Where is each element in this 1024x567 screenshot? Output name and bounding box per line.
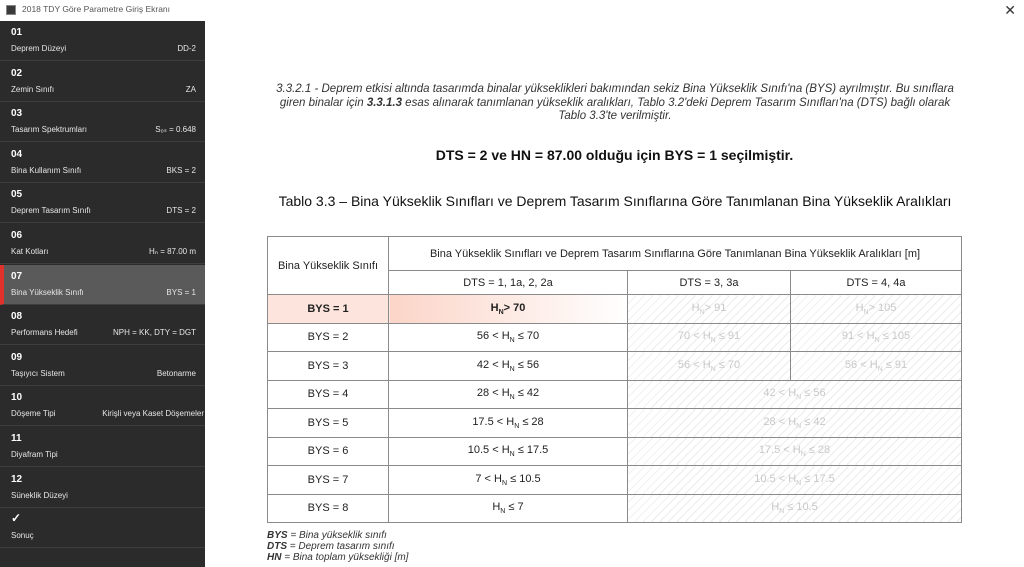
range-cell-dts-1 <box>389 409 628 438</box>
bys-cell: BYS = 4 <box>268 380 389 409</box>
range-prefix: 28 < <box>476 387 502 400</box>
bys-cell: BYS = 1 <box>268 295 389 324</box>
checkmark-icon: ✓ <box>11 511 22 526</box>
legend-definition: = Bina toplam yüksekliği [m] <box>281 552 409 563</box>
range-suffix: ≤ 42 <box>801 415 826 428</box>
range-prefix: 70 < <box>677 330 703 343</box>
hn-symbol: $H_N$ <box>494 472 508 487</box>
range-prefix: 56 < <box>476 330 502 343</box>
close-button[interactable]: ✕ <box>1004 2 1016 18</box>
sidebar-item-13[interactable] <box>0 508 205 548</box>
sidebar-item-02[interactable] <box>0 62 205 102</box>
range-cell-dts-3-4 <box>628 409 962 438</box>
legend-entry <box>267 530 408 541</box>
sidebar-item-number: 01 <box>11 27 23 38</box>
dts-header-2: DTS = 3, 3a <box>628 271 791 295</box>
range-prefix: 91 < <box>841 330 867 343</box>
sidebar-item-value: DTS = 2 <box>166 206 196 216</box>
result-statement: DTS = 2 ve HN = 87.00 olduğu için BYS = 1 seçilmiştir. <box>435 147 794 163</box>
sidebar-item-label: Bina Yükseklik Sınıfı <box>11 287 84 297</box>
range-suffix: ≤ 70 <box>715 358 741 371</box>
bys-cell: BYS = 5 <box>268 409 389 438</box>
dts-header-3: DTS = 4, 4a <box>791 271 962 295</box>
hn-symbol: $H_N$ <box>788 387 802 402</box>
legend-definition: = Bina yükseklik sınıfı <box>287 530 387 541</box>
sidebar-item-label: Süneklik Düzeyi <box>11 490 68 500</box>
range-cell-dts-3-4 <box>628 494 962 523</box>
range-cell-dts-4 <box>791 323 962 352</box>
sidebar-item-value: ZA <box>185 84 196 94</box>
sidebar-item-01[interactable] <box>0 21 205 61</box>
range-cell-dts-1 <box>389 323 628 352</box>
hn-symbol: $H_N$ <box>492 501 506 516</box>
sidebar-item-label: Taşıyıcı Sistem <box>11 368 65 378</box>
main-content <box>205 21 1024 567</box>
hn-symbol: $H_N$ <box>702 358 716 373</box>
sidebar-item-label: Kat Kotları <box>11 247 49 256</box>
hn-symbol: $H_N$ <box>788 472 802 487</box>
sidebar-item-number: 07 <box>11 270 23 282</box>
hn-symbol: $H_N$ <box>855 301 869 316</box>
range-suffix: ≤ 91 <box>882 358 908 371</box>
bys-table <box>267 236 962 523</box>
hn-symbol: $H_N$ <box>490 301 504 316</box>
range-prefix: 28 < <box>763 415 789 428</box>
hn-symbol: $H_N$ <box>501 444 515 459</box>
range-suffix: ≤ 17.5 <box>801 472 835 485</box>
hn-symbol: $H_N$ <box>501 387 515 402</box>
sidebar-item-label: Deprem Düzeyi <box>11 44 67 53</box>
sidebar-item-08[interactable] <box>0 305 205 345</box>
sidebar-item-value: Kirişli veya Kaset Döşemeler <box>102 409 204 419</box>
sidebar-item-number: 02 <box>11 67 23 79</box>
range-cell-dts-3 <box>628 323 791 352</box>
range-prefix: 17.5 < <box>758 444 793 457</box>
range-suffix: ≤ 105 <box>879 330 911 343</box>
sidebar-item-label: Bina Kullanım Sınıfı <box>11 165 82 175</box>
sidebar-item-number: 11 <box>11 433 22 444</box>
hn-symbol: $H_N$ <box>792 444 806 459</box>
range-cell-dts-3-4 <box>628 380 962 409</box>
range-suffix: ≤ 56 <box>514 358 540 371</box>
bys-cell: BYS = 8 <box>268 494 389 523</box>
legend <box>267 530 408 563</box>
range-prefix: 42 < <box>763 387 789 400</box>
range-cell-dts-3-4 <box>628 437 962 466</box>
sidebar-item-value: NPH = KK, DTY = DGT <box>113 328 196 338</box>
range-prefix: 17.5 < <box>472 415 507 428</box>
range-suffix: > 70 <box>503 301 526 314</box>
table-row <box>268 409 962 438</box>
hn-symbol: $H_N$ <box>691 301 705 316</box>
sidebar <box>0 21 205 567</box>
sidebar-item-number: 12 <box>11 473 23 485</box>
table-row <box>268 494 962 523</box>
range-suffix: ≤ 70 <box>514 330 540 343</box>
range-suffix: ≤ 42 <box>514 387 540 400</box>
sidebar-item-number: 06 <box>11 230 23 241</box>
sidebar-item-number: 05 <box>11 189 23 201</box>
table-row <box>268 466 962 495</box>
range-suffix: ≤ 91 <box>715 330 741 343</box>
sidebar-item-number: 03 <box>11 108 23 120</box>
hn-symbol: $H_N$ <box>506 415 520 430</box>
sidebar-item-label: Performans Hedefi <box>11 328 78 338</box>
sidebar-item-03[interactable] <box>0 102 205 142</box>
intro-reference: 3.3.1.3 <box>366 96 402 109</box>
legend-term: DTS <box>267 541 287 552</box>
sidebar-item-11[interactable] <box>0 427 205 467</box>
range-suffix: ≤ 10.5 <box>507 472 541 485</box>
sidebar-item-label: Tasarım Spektrumları <box>11 125 88 135</box>
table-row <box>268 295 962 324</box>
sidebar-item-value: BYS = 1 <box>166 287 196 297</box>
hn-symbol: $H_N$ <box>702 330 716 345</box>
range-cell-dts-1 <box>389 466 628 495</box>
sidebar-item-10[interactable] <box>0 386 205 426</box>
range-cell-dts-1 <box>389 295 628 324</box>
sidebar-item-label: Döşeme Tipi <box>11 409 56 419</box>
sidebar-item-value: Betonarme <box>156 368 196 378</box>
sidebar-item-04[interactable] <box>0 143 205 183</box>
table-group-header: Bina Yükseklik Sınıfları ve Deprem Tasarım Sınıflarına Göre Tanımlanan Bina Yükseklik Aralıkları [m] <box>389 237 962 271</box>
sidebar-item-09[interactable] <box>0 346 205 386</box>
range-prefix: 56 < <box>677 358 703 371</box>
sidebar-item-value: BKS = 2 <box>166 165 196 175</box>
range-prefix: 10.5 < <box>467 444 502 457</box>
sidebar-item-number: 10 <box>11 392 23 404</box>
range-cell-dts-4 <box>791 295 962 324</box>
hn-symbol: $H_N$ <box>788 415 802 430</box>
range-prefix: 10.5 < <box>754 472 789 485</box>
sidebar-item-07[interactable] <box>0 265 205 305</box>
app-icon <box>6 5 16 15</box>
legend-entry <box>267 552 408 563</box>
intro-text-a: 3.3.2.1 - Deprem etkisi altında tasarımda binalar yükseklikleri bakımından sekiz Bina Yükseklik Sınıfı'na (BYS) ayrılmıştır. Bu sınıflara giren binalar için <box>276 83 954 109</box>
range-cell-dts-1 <box>389 352 628 381</box>
sidebar-item-value: S₀ₛ = 0.648 <box>155 125 196 135</box>
range-suffix: ≤ 28 <box>805 444 831 457</box>
sidebar-item-number: 04 <box>11 148 23 160</box>
range-cell-dts-1 <box>389 380 628 409</box>
sidebar-item-label: Deprem Tasarım Sınıfı <box>11 206 91 216</box>
table-title: Tablo 3.3 – Bina Yükseklik Sınıfları ve Deprem Tasarım Sınıflarına Göre Tanımlanan Bina Yükseklik Aralıkları <box>278 193 952 209</box>
legend-definition: = Deprem tasarım sınıfı <box>287 541 395 552</box>
hn-symbol: $H_N$ <box>869 358 883 373</box>
sidebar-item-06[interactable] <box>0 224 205 264</box>
bys-cell: BYS = 2 <box>268 323 389 352</box>
hn-symbol: $H_N$ <box>771 501 785 516</box>
sidebar-item-number: 08 <box>11 311 23 323</box>
range-suffix: ≤ 10.5 <box>784 501 818 514</box>
range-cell-dts-1 <box>389 494 628 523</box>
range-prefix: 42 < <box>476 358 502 371</box>
range-suffix: > 91 <box>704 301 727 314</box>
range-cell-dts-3 <box>628 295 791 324</box>
legend-entry <box>267 541 408 552</box>
sidebar-item-value: DD-2 <box>177 44 196 53</box>
sidebar-item-value: Hₙ = 87.00 m <box>149 247 196 256</box>
range-suffix: ≤ 7 <box>505 501 524 514</box>
range-cell-dts-3-4 <box>628 466 962 495</box>
hn-symbol: $H_N$ <box>501 330 515 345</box>
window-title: 2018 TDY Göre Parametre Giriş Ekranı <box>22 4 171 14</box>
range-suffix: ≤ 56 <box>801 387 826 400</box>
sidebar-item-05[interactable] <box>0 183 205 223</box>
table-row <box>268 380 962 409</box>
sidebar-item-label: Zemin Sınıfı <box>11 84 55 94</box>
legend-term: BYS <box>267 530 288 541</box>
title-bar <box>0 0 1024 21</box>
bys-cell: BYS = 3 <box>268 352 389 381</box>
sidebar-item-label: Diyafram Tipi <box>11 450 58 459</box>
hn-symbol: $H_N$ <box>501 358 515 373</box>
bys-cell: BYS = 6 <box>268 437 389 466</box>
range-cell-dts-3 <box>628 352 791 381</box>
dts-header-1: DTS = 1, 1a, 2, 2a <box>389 271 628 295</box>
intro-paragraph <box>265 83 965 124</box>
sidebar-item-number: 09 <box>11 351 23 363</box>
range-prefix: 7 < <box>475 472 495 485</box>
range-suffix: ≤ 17.5 <box>514 444 549 457</box>
range-suffix: ≤ 28 <box>519 415 544 428</box>
sidebar-item-label: Sonuç <box>11 531 34 541</box>
sidebar-item-12[interactable] <box>0 468 205 508</box>
range-cell-dts-4 <box>791 352 962 381</box>
table-row <box>268 437 962 466</box>
table-row <box>268 323 962 352</box>
intro-text-b: esas alınarak tanımlanan yükseklik aralıkları, Tablo 3.2'deki Deprem Tasarım Sınıfları'na (DTS) bağlı olarak Tablo 3.3'te verilmiştir. <box>401 96 951 122</box>
bys-column-header: Bina Yükseklik Sınıfı <box>268 237 389 295</box>
legend-term: HN <box>267 552 282 563</box>
range-suffix: > 105 <box>868 301 897 314</box>
range-prefix: 56 < <box>844 358 870 371</box>
bys-cell: BYS = 7 <box>268 466 389 495</box>
range-cell-dts-1 <box>389 437 628 466</box>
table-row <box>268 352 962 381</box>
hn-symbol: $H_N$ <box>866 330 880 345</box>
